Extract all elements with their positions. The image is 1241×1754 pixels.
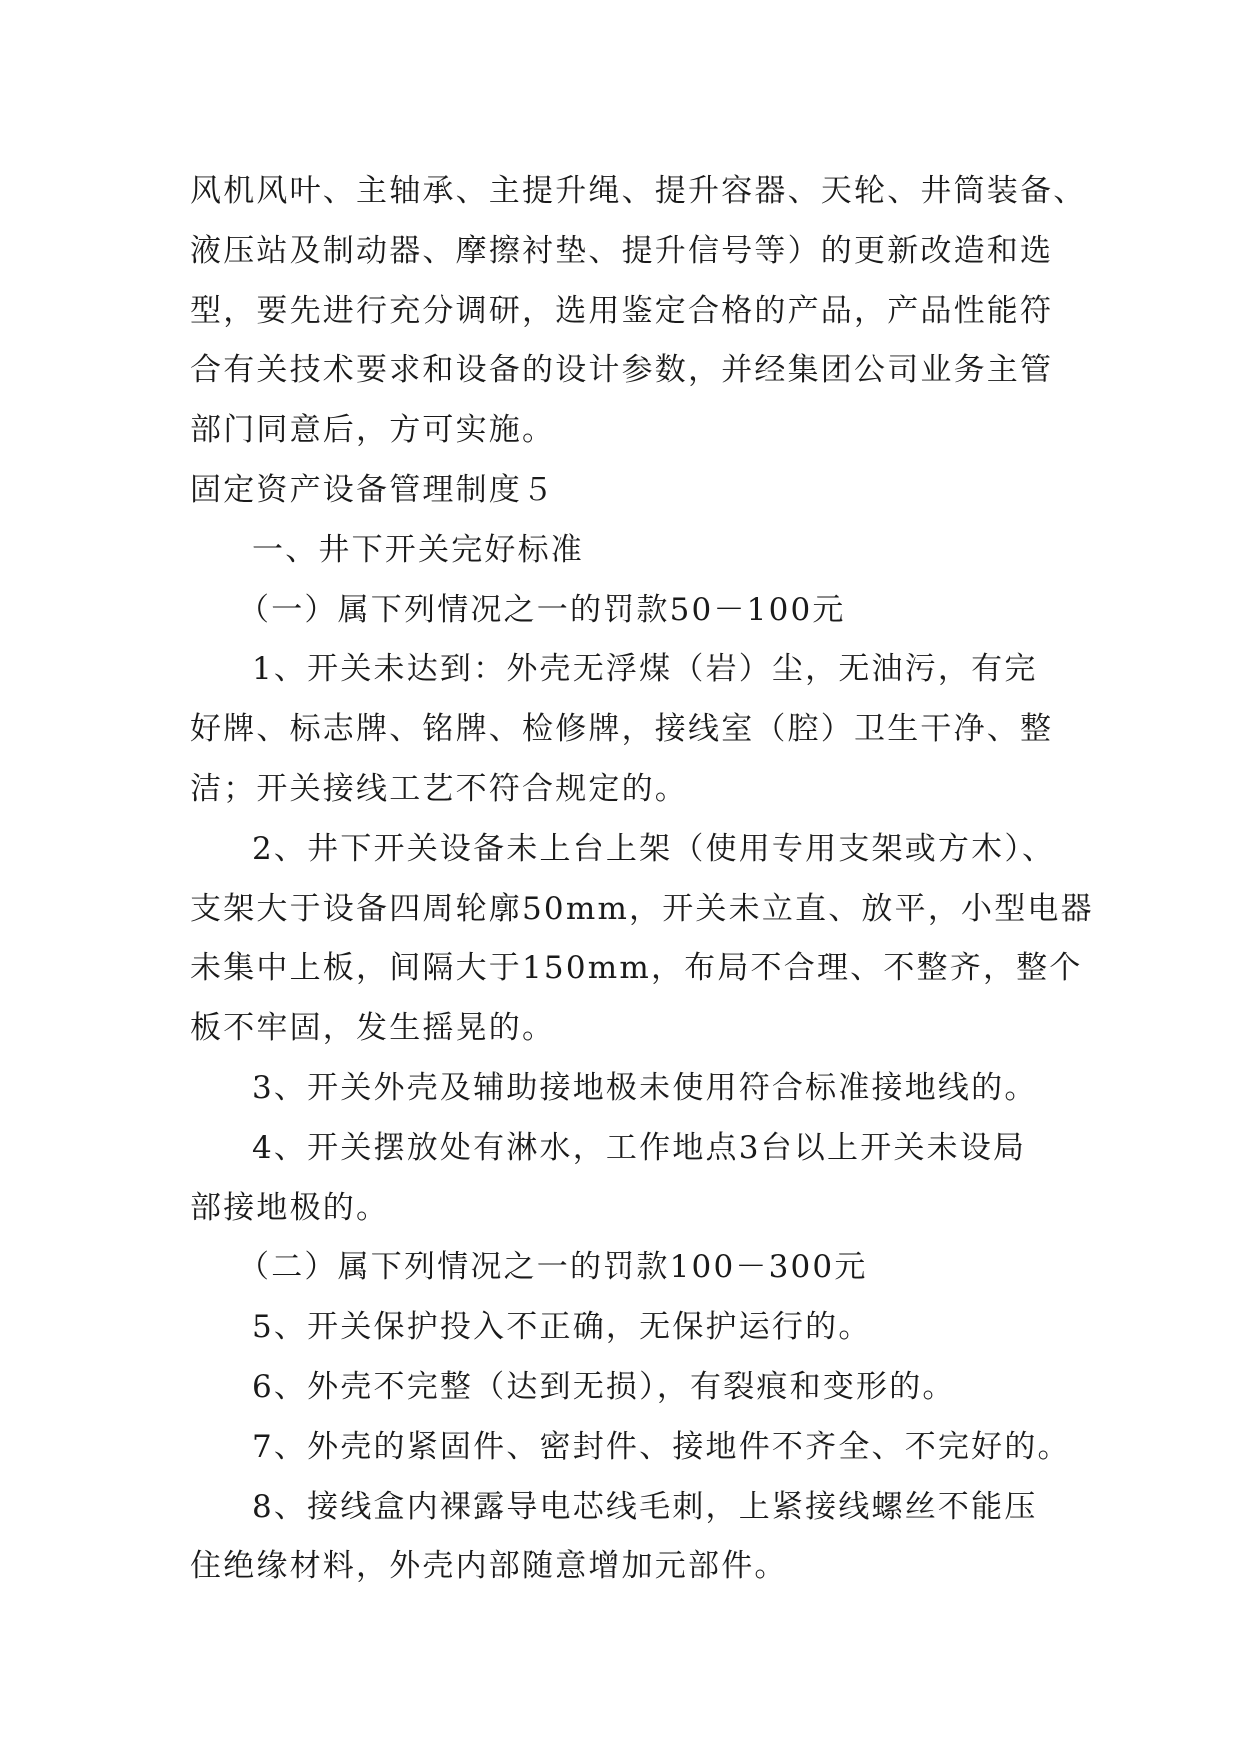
text-line: 液压站及制动器、摩擦衬垫、提升信号等）的更新改造和选 [190, 232, 1054, 269]
item-7-line: 7、外壳的紧固件、密封件、接地件不齐全、不完好的。 [252, 1428, 1071, 1465]
section-title: 固定资产设备管理制度５ [190, 471, 556, 508]
item-2-line: 2、井下开关设备未上台上架（使用专用支架或方木）、 [252, 830, 1056, 867]
item-1-line: 好牌、标志牌、铭牌、检修牌，接线室（腔）卫生干净、整 [190, 711, 1054, 748]
item-4-line: 部接地极的。 [190, 1189, 390, 1226]
text-line: 合有关技术要求和设备的设计参数，并经集团公司业务主管 [190, 352, 1054, 389]
item-6-line: 6、外壳不完整（达到无损），有裂痕和变形的。 [252, 1368, 956, 1405]
item-3-line: 3、开关外壳及辅助接地极未使用符合标准接地线的。 [252, 1069, 1038, 1106]
item-4-line: 4、开关摆放处有淋水，工作地点3台以上开关未设局 [252, 1129, 1027, 1166]
item-8-line: 住绝缘材料，外壳内部随意增加元部件。 [190, 1548, 788, 1585]
document-body [190, 162, 1094, 1597]
item-1-line: 1、开关未达到：外壳无浮煤（岩）尘，无油污，有完 [252, 651, 1038, 688]
heading-1: 一、井下开关完好标准 [252, 531, 584, 568]
text-line: 型，要先进行充分调研，选用鉴定合格的产品，产品性能符 [190, 292, 1054, 329]
item-8-line: 8、接线盒内裸露导电芯线毛刺，上紧接线螺丝不能压 [252, 1488, 1038, 1525]
text-line: 风机风叶、主轴承、主提升绳、提升容器、天轮、井筒装备、 [190, 173, 1087, 209]
item-2-line: 板不牢固，发生摇晃的。 [190, 1010, 556, 1047]
item-1-line: 洁；开关接线工艺不符合规定的。 [190, 770, 688, 807]
item-2-line: 支架大于设备四周轮廓50mm，开关未立直、放平，小型电器 [190, 890, 1094, 927]
text-line: 部门同意后，方可实施。 [190, 412, 556, 449]
subheading-1: （一）属下列情况之一的罚款50－100元 [238, 591, 846, 628]
item-5-line: 5、开关保护投入不正确，无保护运行的。 [252, 1309, 872, 1346]
item-2-line: 未集中上板，间隔大于150mm，布局不合理、不整齐，整个 [190, 950, 1083, 987]
subheading-2: （二）属下列情况之一的罚款100－300元 [238, 1249, 868, 1286]
